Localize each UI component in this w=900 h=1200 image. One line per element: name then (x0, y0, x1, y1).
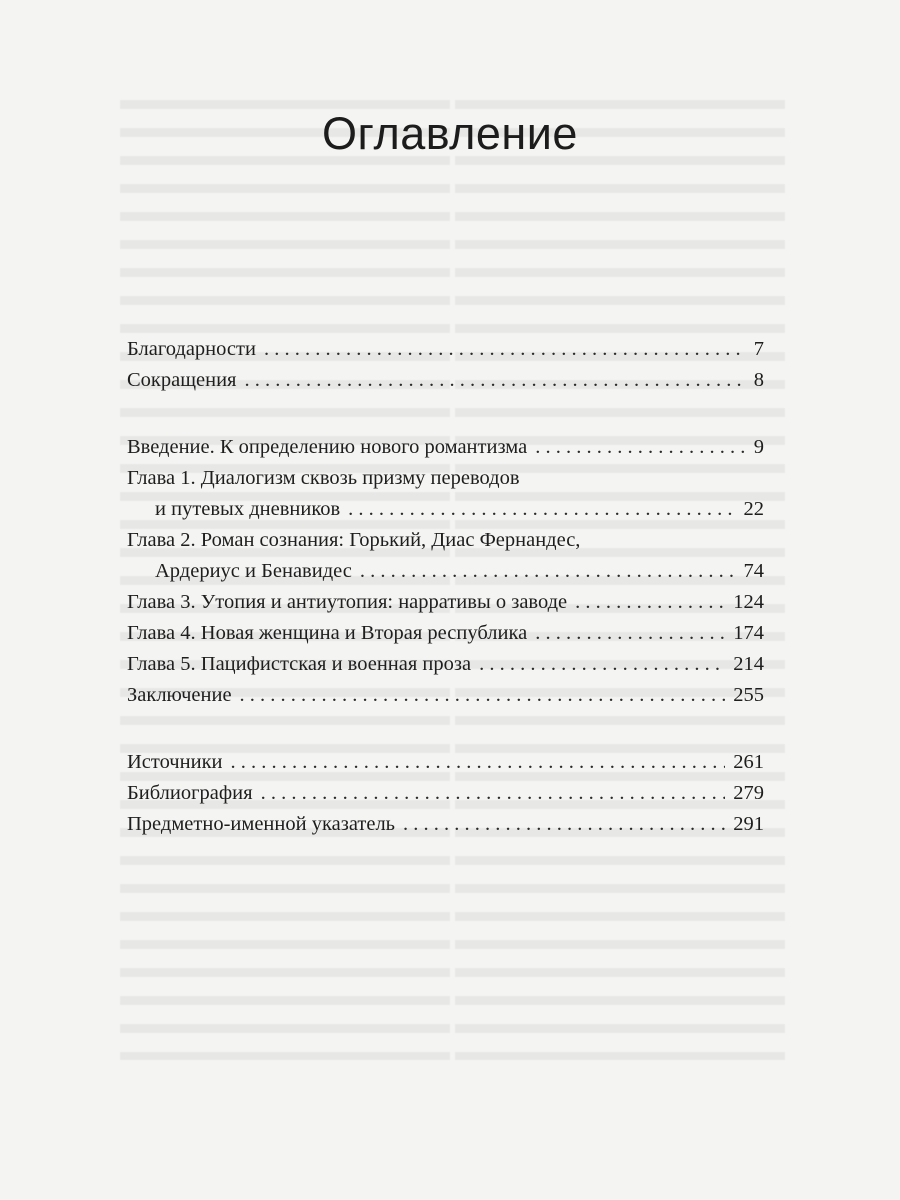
page-title: Оглавление (322, 108, 578, 159)
toc-page-number: 255 (733, 684, 764, 706)
section-gap (127, 711, 764, 747)
toc-entry-title: Благодарности (127, 338, 256, 360)
toc-entry-introduction (127, 432, 764, 463)
toc-page-number: 22 (743, 498, 764, 520)
toc-entry-title: Глава 4. Новая женщина и Вторая республика (127, 622, 528, 644)
leader-dots (264, 334, 746, 365)
toc-entry-sources (127, 747, 764, 778)
toc-entry-title: Библиография (127, 782, 253, 804)
leader-dots (403, 809, 725, 840)
toc-entry-conclusion (127, 680, 764, 711)
toc-entry-chapter-3 (127, 587, 764, 618)
toc-page-number: 74 (743, 560, 764, 582)
toc-entry-bibliography (127, 778, 764, 809)
toc-entry-title: Введение. К определению нового романтизма (127, 436, 528, 458)
leader-dots (240, 680, 726, 711)
leader-dots (575, 587, 725, 618)
toc-page-number: 8 (753, 369, 764, 391)
toc-page-number: 124 (733, 591, 764, 613)
table-of-contents (127, 334, 764, 840)
toc-page-number: 291 (733, 813, 764, 835)
toc-page-number: 261 (733, 751, 764, 773)
toc-entry-title: Предметно-именной указатель (127, 813, 396, 835)
leader-dots (348, 494, 735, 525)
toc-entry-chapter-4 (127, 618, 764, 649)
toc-entry-chapter-5 (127, 649, 764, 680)
toc-entry-title: Глава 1. Диалогизм сквозь призму переводов (127, 467, 520, 489)
toc-entry-abbreviations (127, 365, 764, 396)
toc-page-number: 7 (753, 338, 764, 360)
toc-page-number: 214 (733, 653, 764, 675)
leader-dots (479, 649, 725, 680)
leader-dots (245, 365, 746, 396)
toc-entry-chapter-2 (127, 525, 764, 587)
toc-entry-index (127, 809, 764, 840)
leader-dots (360, 556, 736, 587)
toc-entry-title: Заключение (127, 684, 232, 706)
toc-page-number: 279 (733, 782, 764, 804)
leader-dots (535, 618, 725, 649)
leader-dots (231, 747, 726, 778)
leader-dots (535, 432, 746, 463)
toc-entry-title-continued: и путевых дневников (155, 498, 341, 520)
toc-page-number: 174 (733, 622, 764, 644)
section-gap (127, 396, 764, 432)
toc-entry-title: Глава 5. Пацифистская и военная проза (127, 653, 472, 675)
toc-entry-title: Глава 3. Утопия и антиутопия: нарративы о заводе (127, 591, 568, 613)
toc-entry-title: Глава 2. Роман сознания: Горький, Диас Фернандес, (127, 529, 581, 551)
toc-entry-title-continued: Ардериус и Бенавидес (155, 560, 352, 582)
toc-entry-title: Источники (127, 751, 223, 773)
toc-entry-title: Сокращения (127, 369, 237, 391)
leader-dots (261, 778, 726, 809)
toc-page-number: 9 (753, 436, 764, 458)
toc-entry-acknowledgements (127, 334, 764, 365)
toc-entry-chapter-1 (127, 463, 764, 525)
